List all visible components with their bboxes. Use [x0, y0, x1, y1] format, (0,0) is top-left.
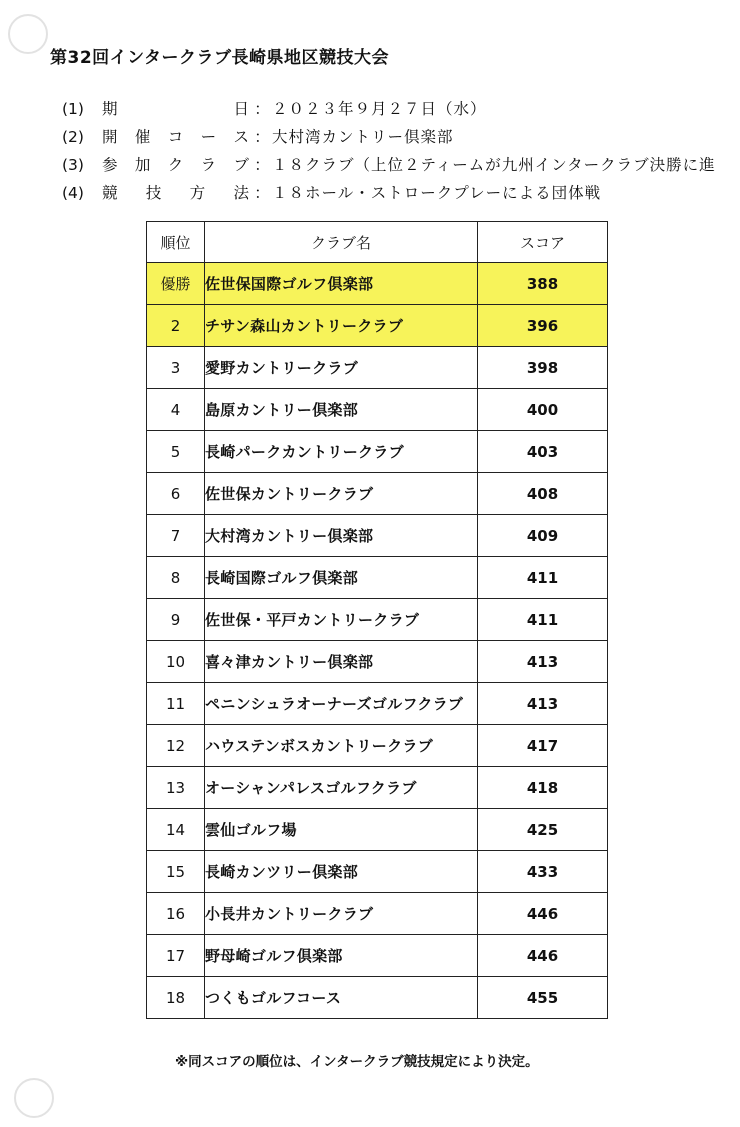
score-cell: 425 — [478, 809, 608, 851]
table-row — [147, 767, 608, 809]
header-rank: 順位 — [147, 222, 205, 263]
scan-mark-bottom — [14, 1078, 54, 1118]
score-cell: 455 — [478, 977, 608, 1019]
club-name-cell: 愛野カントリークラブ — [205, 347, 478, 389]
info-label: 参 加 ク ラ ブ — [102, 156, 252, 174]
info-number: (3) — [62, 156, 84, 174]
info-separator: ： — [254, 184, 270, 202]
scan-mark-top — [8, 14, 48, 54]
rank-cell: 9 — [147, 599, 205, 641]
rank-cell: 6 — [147, 473, 205, 515]
info-value: １８ホール・ストロークプレーによる団体戦 — [272, 184, 602, 202]
score-cell: 417 — [478, 725, 608, 767]
club-name-cell: 野母崎ゴルフ倶楽部 — [205, 935, 478, 977]
info-label: 期 日 — [102, 100, 252, 118]
rank-cell: 10 — [147, 641, 205, 683]
rank-cell: 16 — [147, 893, 205, 935]
rank-cell: 12 — [147, 725, 205, 767]
score-cell: 413 — [478, 641, 608, 683]
score-cell: 400 — [478, 389, 608, 431]
rank-cell: 15 — [147, 851, 205, 893]
table-header-row — [147, 222, 608, 263]
club-name-cell: 長崎パークカントリークラブ — [205, 431, 478, 473]
table-row — [147, 515, 608, 557]
rank-cell: 2 — [147, 305, 205, 347]
score-cell: 433 — [478, 851, 608, 893]
info-value: ２０２３年９月２７日（水） — [272, 100, 487, 118]
info-separator: ： — [254, 100, 270, 118]
club-name-cell: オーシャンパレスゴルフクラブ — [205, 767, 478, 809]
table-row — [147, 431, 608, 473]
results-body — [147, 263, 608, 1019]
rank-cell: 4 — [147, 389, 205, 431]
rank-cell: 11 — [147, 683, 205, 725]
score-cell: 409 — [478, 515, 608, 557]
info-number: (2) — [62, 128, 84, 146]
info-row — [62, 95, 716, 123]
club-name-cell: 佐世保・平戸カントリークラブ — [205, 599, 478, 641]
rank-cell: 17 — [147, 935, 205, 977]
rank-cell: 優勝 — [147, 263, 205, 305]
club-name-cell: つくもゴルフコース — [205, 977, 478, 1019]
score-cell: 446 — [478, 893, 608, 935]
score-cell: 411 — [478, 599, 608, 641]
info-separator: ： — [254, 128, 270, 146]
table-row — [147, 599, 608, 641]
rank-cell: 3 — [147, 347, 205, 389]
club-name-cell: 雲仙ゴルフ場 — [205, 809, 478, 851]
score-cell: 388 — [478, 263, 608, 305]
score-cell: 398 — [478, 347, 608, 389]
club-name-cell: 島原カントリー倶楽部 — [205, 389, 478, 431]
club-name-cell: 小長井カントリークラブ — [205, 893, 478, 935]
club-name-cell: 長崎カンツリー倶楽部 — [205, 851, 478, 893]
results-table — [146, 221, 608, 1019]
document-title: 第32回インタークラブ長崎県地区競技大会 — [50, 48, 389, 68]
club-name-cell: ペニンシュラオーナーズゴルフクラブ — [205, 683, 478, 725]
club-name-cell: チサン森山カントリークラブ — [205, 305, 478, 347]
info-value: 大村湾カントリー倶楽部 — [272, 128, 454, 146]
info-row — [62, 179, 716, 207]
score-cell: 408 — [478, 473, 608, 515]
club-name-cell: 佐世保カントリークラブ — [205, 473, 478, 515]
table-row — [147, 935, 608, 977]
rank-cell: 13 — [147, 767, 205, 809]
club-name-cell: 佐世保国際ゴルフ倶楽部 — [205, 263, 478, 305]
info-value: １８クラブ（上位２ティームが九州インタークラブ決勝に進 — [272, 156, 716, 174]
club-name-cell: ハウステンボスカントリークラブ — [205, 725, 478, 767]
table-row — [147, 851, 608, 893]
table-row — [147, 683, 608, 725]
event-info — [62, 95, 716, 207]
footnote: ※同スコアの順位は、インタークラブ競技規定により決定。 — [175, 1054, 539, 1070]
rank-cell: 14 — [147, 809, 205, 851]
table-row — [147, 473, 608, 515]
info-number: (4) — [62, 184, 84, 202]
club-name-cell: 大村湾カントリー倶楽部 — [205, 515, 478, 557]
info-number: (1) — [62, 100, 84, 118]
table-row — [147, 389, 608, 431]
info-row — [62, 123, 716, 151]
table-row — [147, 977, 608, 1019]
score-cell: 403 — [478, 431, 608, 473]
score-cell: 411 — [478, 557, 608, 599]
club-name-cell: 長崎国際ゴルフ倶楽部 — [205, 557, 478, 599]
score-cell: 418 — [478, 767, 608, 809]
table-row — [147, 557, 608, 599]
info-label: 競 技 方 法 — [102, 184, 252, 202]
table-row — [147, 641, 608, 683]
table-row — [147, 305, 608, 347]
score-cell: 446 — [478, 935, 608, 977]
table-row — [147, 809, 608, 851]
info-separator: ： — [254, 156, 270, 174]
club-name-cell: 喜々津カントリー倶楽部 — [205, 641, 478, 683]
rank-cell: 8 — [147, 557, 205, 599]
table-row — [147, 263, 608, 305]
rank-cell: 18 — [147, 977, 205, 1019]
info-label: 開 催 コ ー ス — [102, 128, 252, 146]
header-score: スコア — [478, 222, 608, 263]
score-cell: 396 — [478, 305, 608, 347]
table-row — [147, 725, 608, 767]
rank-cell: 5 — [147, 431, 205, 473]
rank-cell: 7 — [147, 515, 205, 557]
header-club: クラブ名 — [205, 222, 478, 263]
table-row — [147, 893, 608, 935]
info-row — [62, 151, 716, 179]
score-cell: 413 — [478, 683, 608, 725]
table-row — [147, 347, 608, 389]
